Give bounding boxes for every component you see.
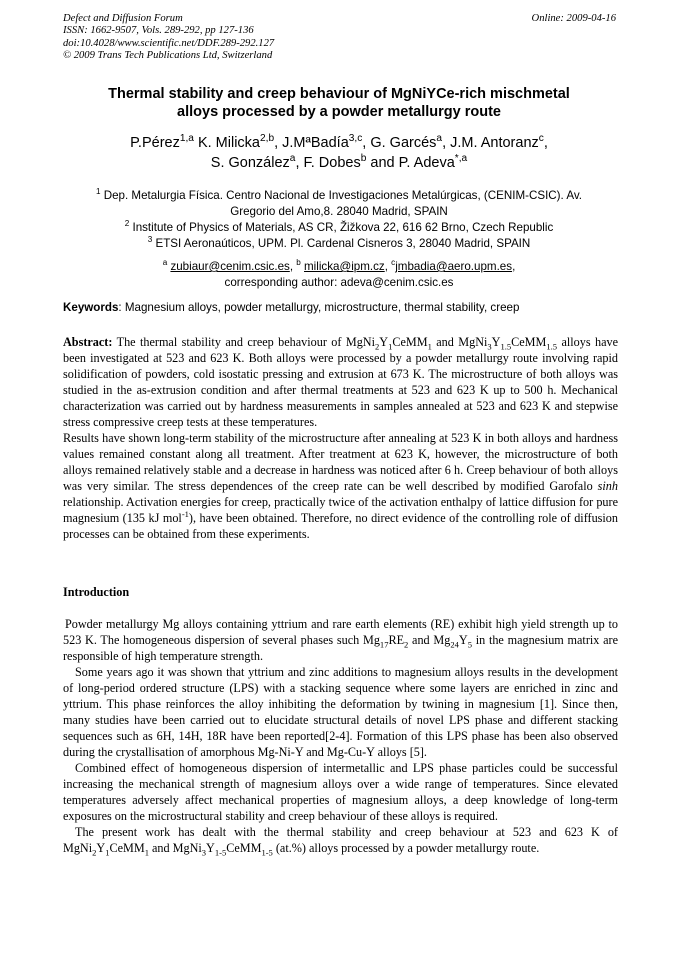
superscript: -1 — [181, 508, 189, 519]
aff-text: Institute of Physics of Materials, AS CR, Žižkova 22, 616 62 Brno, Czech Republic — [129, 221, 554, 234]
copyright-line: © 2009 Trans Tech Publications Ltd, Switzerland — [63, 50, 273, 62]
intro-text: and MgNi — [148, 841, 202, 855]
email-link-c[interactable]: jmbadia@aero.upm.es — [395, 260, 513, 273]
author-name: P.Pérez — [130, 135, 180, 151]
subscript: 1.5 — [500, 341, 512, 352]
author-name: S. González — [210, 155, 290, 171]
author-sup: a — [289, 153, 296, 165]
subscript: 1 — [427, 341, 432, 352]
subscript: 1 — [105, 847, 110, 858]
abstract — [63, 334, 618, 542]
abstract-text: CeMM — [392, 335, 428, 349]
abstract-text: The thermal stability and creep behaviour of MgNi — [112, 335, 375, 349]
keywords-label: Keywords — [63, 301, 119, 314]
intro-text: Powder metallurgy Mg alloys containing yttrium and rare earth elements (RE) exhibit high yield strength up to 523 K. The homogeneous dispersion of several phases such Mg — [63, 617, 618, 647]
aff-sup: 3 — [147, 235, 153, 245]
abstract-text: Y — [491, 335, 501, 349]
aff-text: ETSI Aeronaúticos, UPM. Pl. Cardenal Cisneros 3, 28040 Madrid, SPAIN — [152, 237, 531, 250]
email-link-b[interactable]: milicka@ipm.cz — [304, 260, 385, 273]
subscript: 17 — [379, 639, 389, 650]
intro-text: CeMM — [226, 841, 262, 855]
abstract-text: and MgNi — [431, 335, 488, 349]
online-date: Online: 2009-04-16 — [531, 13, 616, 24]
author-sup: *,a — [454, 153, 468, 165]
affiliation-3 — [63, 236, 615, 252]
aff-text: Dep. Metalurgia Física. Centro Nacional de Investigaciones Metalúrgicas, (CENIM-CSIC). Av. — [100, 189, 583, 202]
author-emails — [63, 259, 615, 291]
abstract-text: alloys have been investigated at 523 and 623 K. Both alloys were processed by a powder metallurgy route involving rapid solidification of powders, cold isostatic pressing and extrusion at 673 K. The microstructure of both alloys was studied in the as-extrusion condition and after thermal treatments at 523 and 623 K up to 500 h. Mechanical characterization was carried out by hardness measurements in samples annealed at 523 and 623 K and stepwise stress compressive creep tests at these temperatures. — [63, 335, 618, 429]
doi-line: doi:10.4028/www.scientific.net/DDF.289-292.127 — [63, 37, 275, 49]
email-sup: a — [162, 258, 168, 268]
abstract-text: relationship. Activation energies for creep, practically twice of the activation enthalpy of lattice diffusion for pure magnesium (135 kJ mol — [63, 495, 618, 525]
subscript: 1 — [388, 341, 393, 352]
corresponding-author: corresponding author: adeva@cenim.csic.es — [224, 276, 454, 289]
author-line-1 — [63, 133, 615, 153]
email-sep: , — [289, 260, 297, 273]
intro-text: Y — [96, 841, 106, 855]
introduction-section — [63, 616, 618, 856]
journal-name: Defect and Diffusion Forum — [63, 13, 183, 24]
email-link-a[interactable]: zubiaur@cenim.csic.es — [170, 260, 290, 273]
keywords — [63, 300, 618, 316]
author-sup: c — [538, 133, 544, 145]
subscript: 1 — [144, 847, 149, 858]
author-sup: 2,b — [260, 133, 275, 145]
section-heading-introduction: Introduction — [63, 585, 130, 599]
author-list — [63, 133, 615, 173]
abstract-paragraph-2 — [63, 430, 618, 542]
journal-header — [63, 13, 274, 63]
email-line — [63, 259, 615, 275]
abstract-text: Y — [379, 335, 389, 349]
intro-text: in the magnesium matrix are responsible of high temperature strength. — [63, 633, 618, 663]
author-name: , G. Garcés — [362, 135, 437, 151]
author-line-2 — [63, 153, 615, 173]
keywords-text: : Magnesium alloys, powder metallurgy, microstructure, thermal stability, creep — [118, 301, 520, 314]
subscript: 1.5 — [546, 341, 558, 352]
subscript: 1-5 — [214, 847, 227, 858]
affiliation-1 — [63, 188, 615, 204]
intro-text: The present work has dealt with the thermal stability and creep behaviour at 523 and 623 K of MgNi — [63, 825, 618, 855]
intro-text: CeMM — [109, 841, 145, 855]
subscript: 3 — [201, 847, 207, 858]
author-sup: 1,a — [179, 133, 194, 145]
author-sup: b — [360, 153, 367, 165]
author-name: K. Milicka — [193, 135, 260, 151]
abstract-paragraph-1 — [63, 334, 618, 430]
author-name: , J.MªBadía — [274, 135, 349, 151]
intro-paragraph-2: Some years ago it was shown that yttrium and zinc additions to magnesium alloys results in the development of long-period ordered structure (LPS) with a stacking sequence where some layers are enriched in zinc and yttrium. This phase reinforces the alloy inhibiting the deformation by twining in magnesium [1]. Since then, many studies have been carried out to elucidate structural details of novel LPS phase and different stacking sequences such as 6H, 14H, 18R have been reported[2-4]. Formation of this LPS phase has been also observed during the crystallisation of amorphous Mg-Ni-Y and Mg-Cu-Y alloys [5]. — [63, 665, 618, 759]
abstract-text: Results have shown long-term stability of the microstructure after annealing at 523 K in both alloys and hardness values remained constant along all treatment. After treatment at 623 K, however, the microstructure of both alloys remained relatively stable and a decrease in hardness was noticed after 6 h. Creep behaviour of both alloys was very similar. The stress dependences of the creep rate can be well described by modified Garofalo — [63, 431, 618, 493]
author-name: , J.M. Antoranz — [442, 135, 539, 151]
author-sup: 3,c — [348, 133, 363, 145]
aff-sup: 2 — [124, 219, 130, 229]
subscript: 2 — [404, 639, 409, 650]
abstract-label: Abstract: — [63, 335, 113, 349]
title-line-1: Thermal stability and creep behaviour of MgNiYCe-rich mischmetal — [108, 86, 570, 102]
email-sup: c — [391, 258, 396, 268]
subscript: 5 — [467, 639, 472, 650]
aff-sup: 1 — [95, 187, 101, 197]
issn-line: ISSN: 1662-9507, Vols. 289-292, pp 127-136 — [63, 25, 254, 37]
affiliations — [63, 188, 615, 252]
intro-text: Y — [458, 633, 468, 647]
author-name: and P. Adeva — [366, 155, 455, 171]
abstract-italic: sinh — [597, 479, 618, 493]
author-sup: a — [436, 133, 443, 145]
intro-text: Y — [206, 841, 215, 855]
author-name: , F. Dobes — [295, 155, 361, 171]
author-sep: , — [543, 135, 548, 151]
intro-text: RE — [388, 633, 405, 647]
subscript: 3 — [487, 341, 492, 352]
intro-text: and Mg — [408, 633, 451, 647]
affiliation-2 — [63, 220, 615, 236]
intro-paragraph-1 — [63, 616, 618, 664]
subscript: 2 — [375, 341, 380, 352]
email-sep: , — [384, 260, 392, 273]
abstract-text: CeMM — [511, 335, 547, 349]
intro-text: (at.%) alloys processed by a powder metallurgy route. — [272, 841, 540, 855]
email-sup: b — [296, 258, 301, 268]
intro-paragraph-3: Combined effect of homogeneous dispersion of intermetallic and LPS phase particles could be successful increasing the mechanical strength of magnesium alloys over a wide range of temperatures. Since elevated temperatures adversely affect mechanical properties of magnesium alloys, a deep knowledge of long-term exposures on the microstructural stability and creep behaviour of these alloys is required. — [63, 761, 618, 823]
affiliation-1-cont: Gregorio del Amo,8. 28040 Madrid, SPAIN — [230, 205, 448, 218]
title-line-2: alloys processed by a powder metallurgy route — [177, 104, 501, 120]
intro-paragraph-4 — [63, 824, 618, 856]
abstract-text: ), have been obtained. Therefore, no direct evidence of the controlling role of diffusion processes can be obtained from these experiments. — [63, 511, 618, 541]
paper-title — [63, 85, 615, 121]
subscript: 1-5 — [261, 847, 273, 858]
email-sep: , — [512, 260, 516, 273]
subscript: 24 — [450, 639, 459, 650]
subscript: 2 — [92, 847, 97, 858]
